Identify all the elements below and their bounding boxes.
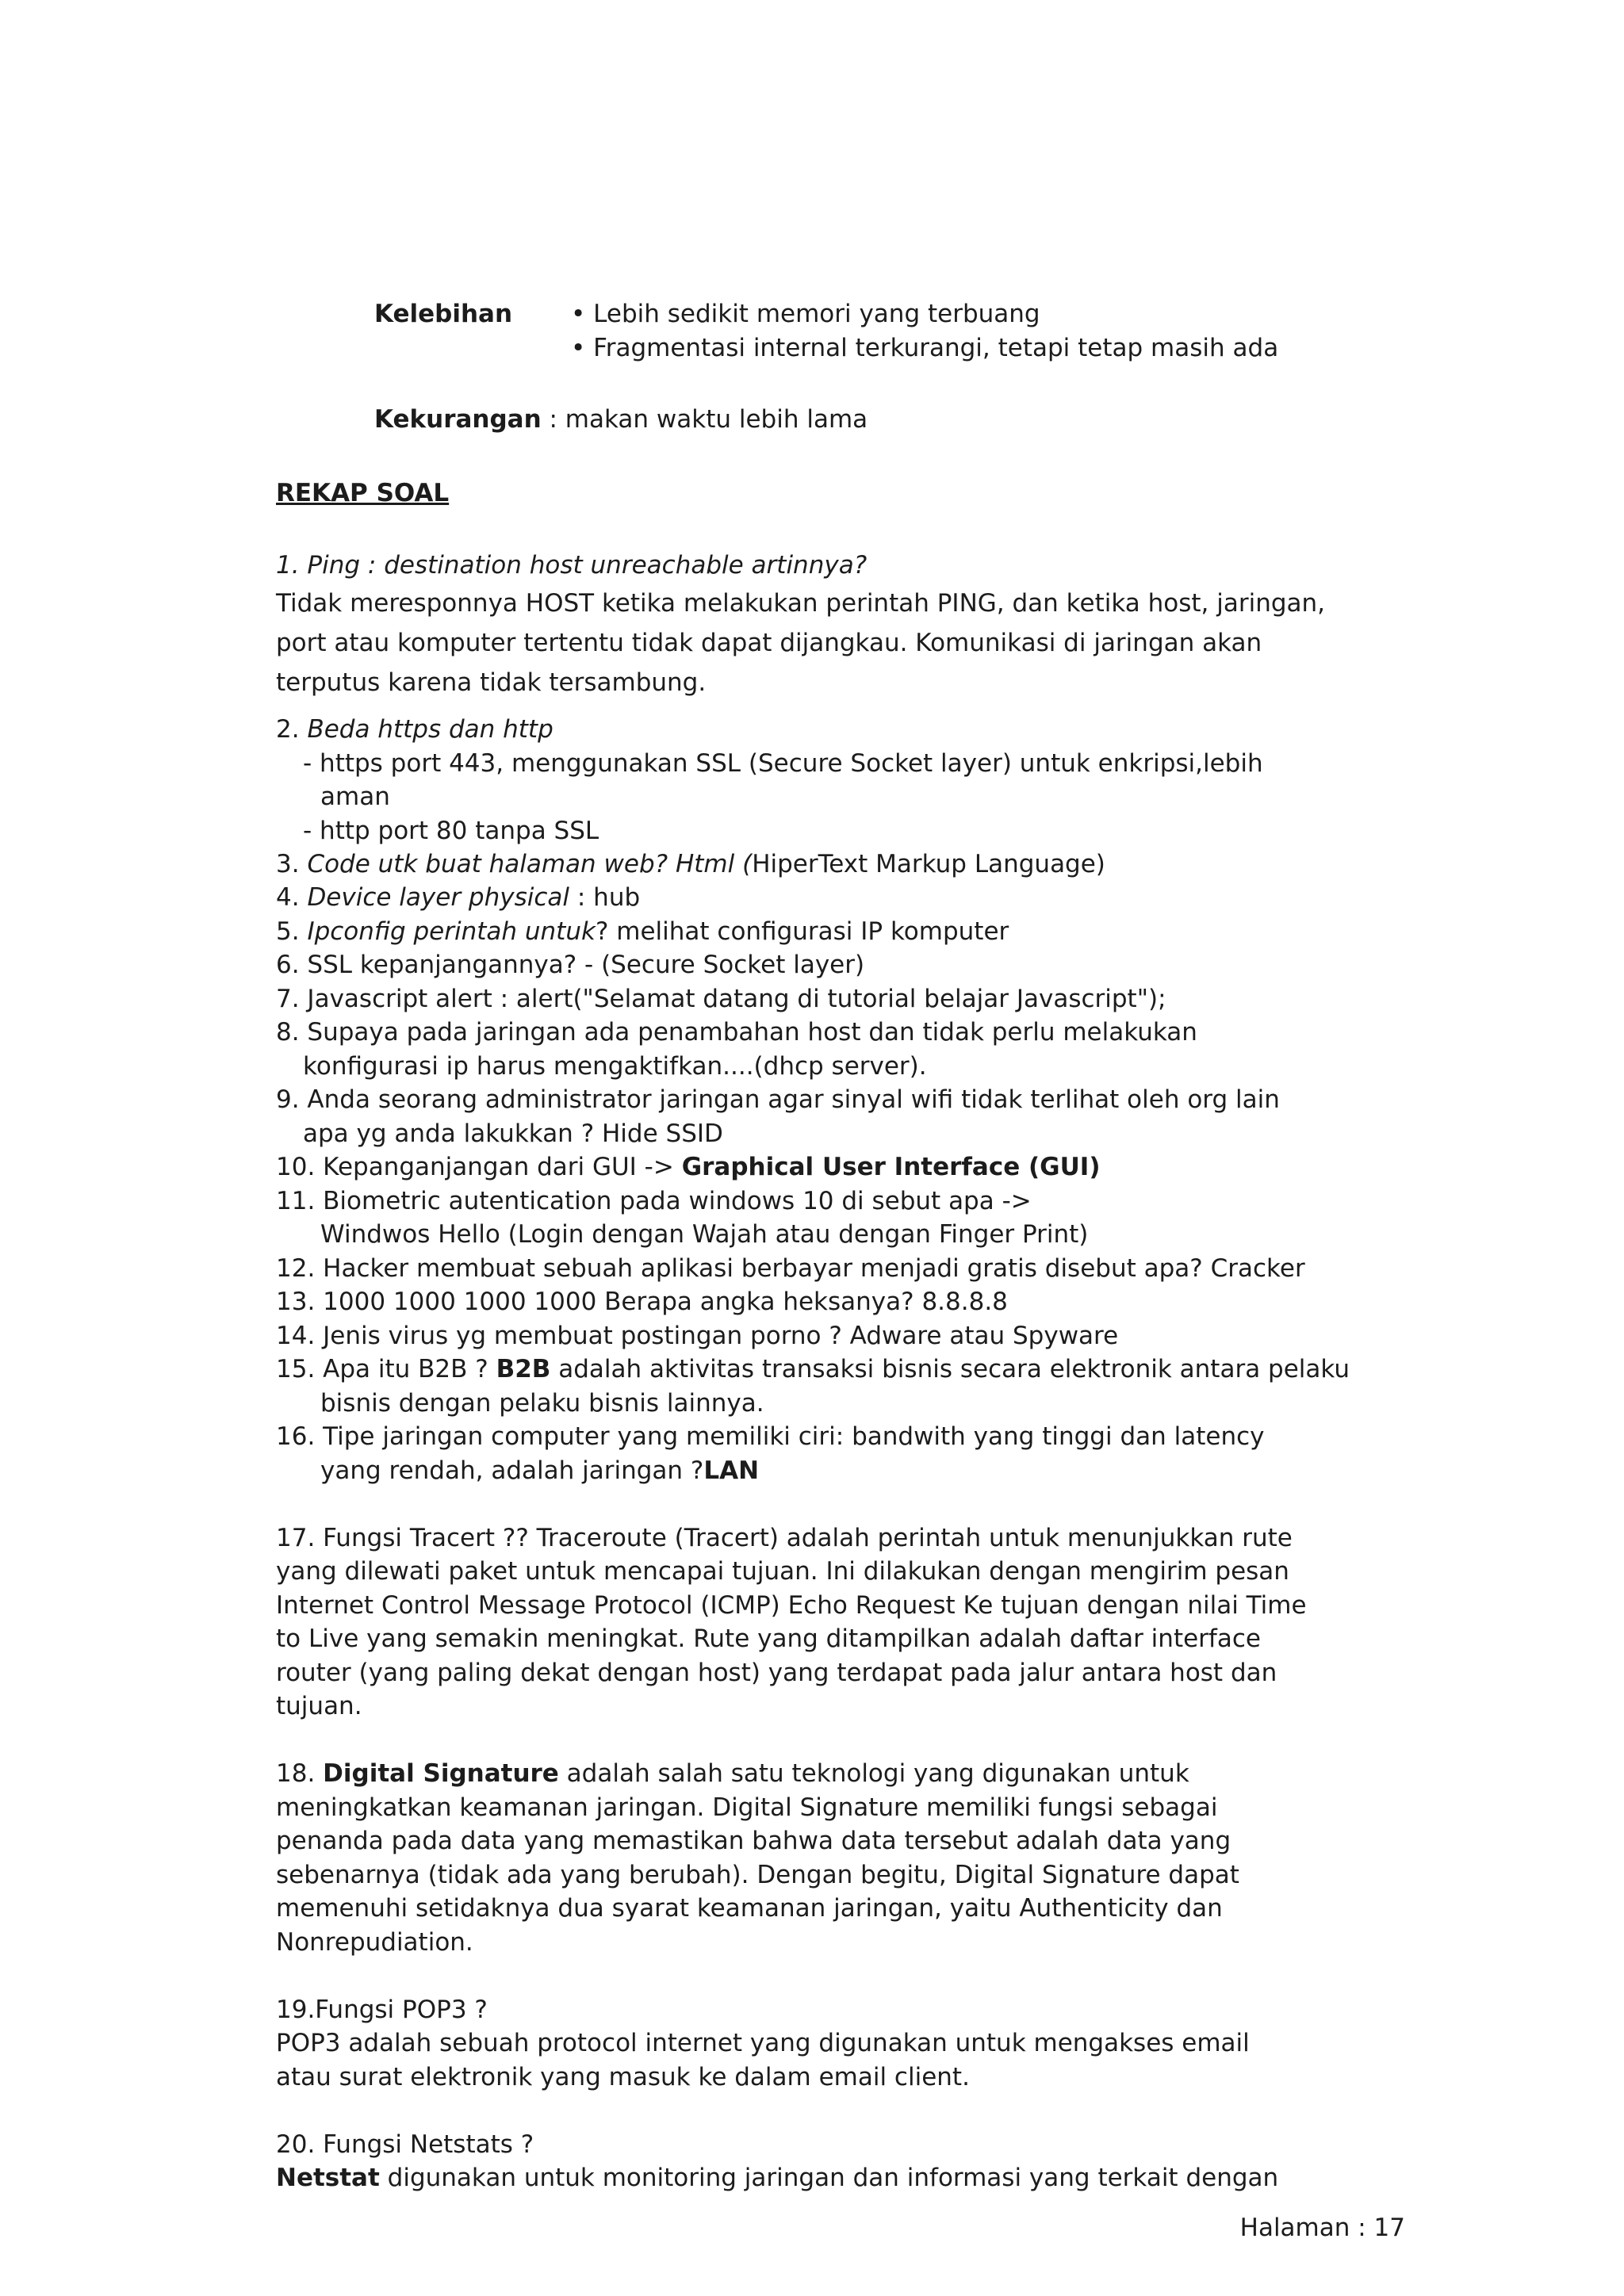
answer-18-line: Nonrepudiation. <box>276 1928 473 1957</box>
question-9-line: apa yg anda lakukkan ? Hide SSID <box>303 1119 723 1148</box>
answer-2-line: - https port 443, menggunakan SSL (Secure Socket layer) untuk enkripsi,lebih <box>303 749 1263 778</box>
answer-15: adalah aktivitas transaksi bisnis secara elektronik antara pelaku <box>550 1355 1350 1383</box>
question-6: 6. SSL kepanjangannya? - (Secure Socket layer) <box>276 951 865 979</box>
question-3-text: Code utk buat halaman web? Html ( <box>307 850 753 878</box>
answer-1-line: Tidak meresponnya HOST ketika melakukan perintah PING, dan ketika host, jaringan, <box>276 589 1326 618</box>
question-17-line: 17. Fungsi Tracert ?? Traceroute (Tracert) adalah perintah untuk menunjukkan rute <box>276 1524 1293 1552</box>
question-15-text: 15. Apa itu B2B ? <box>276 1355 496 1383</box>
question-10-text: 10. Kepanganjangan dari GUI -> <box>276 1153 682 1181</box>
question-19: 19.Fungsi POP3 ? <box>276 1996 488 2024</box>
answer-16: LAN <box>703 1456 760 1485</box>
question-4-number: 4. <box>276 883 308 912</box>
answer-18-line: penanda pada data yang memastikan bahwa data tersebut adalah data yang <box>276 1827 1231 1855</box>
kekurangan-line <box>374 405 868 434</box>
kelebihan-label: Kelebihan <box>374 300 513 328</box>
answer-19-line: atau surat elektronik yang masuk ke dalam email client. <box>276 2063 970 2091</box>
question-10 <box>276 1153 1101 1182</box>
question-5-number: 5. <box>276 917 308 946</box>
question-17-line: yang dilewati paket untuk mencapai tujuan. Ini dilakukan dengan mengirim pesan <box>276 1557 1289 1586</box>
answer-3: HiperText Markup Language) <box>752 850 1105 878</box>
answer-10: Graphical User Interface (GUI) <box>681 1153 1101 1181</box>
section-title: REKAP SOAL <box>276 479 450 507</box>
question-7: 7. Javascript alert : alert("Selamat datang di tutorial belajar Javascript"); <box>276 985 1166 1013</box>
question-17-line: to Live yang semakin meningkat. Rute yang ditampilkan adalah daftar interface <box>276 1624 1261 1653</box>
question-8-line: konfigurasi ip harus mengaktifkan....(dhcp server). <box>303 1052 927 1081</box>
answer-18-line: sebenarnya (tidak ada yang berubah). Dengan begitu, Digital Signature dapat <box>276 1861 1239 1889</box>
question-18 <box>276 1759 1189 1789</box>
question-18-text: adalah salah satu teknologi yang digunakan untuk <box>558 1759 1189 1788</box>
question-3 <box>276 850 1105 879</box>
kekurangan-text: : makan waktu lebih lama <box>541 405 868 434</box>
kelebihan-item: • Fragmentasi internal terkurangi, tetapi tetap masih ada <box>571 334 1279 362</box>
answer-4: : hub <box>569 883 641 912</box>
question-2-text: Beda https dan http <box>307 715 553 744</box>
question-5 <box>276 917 1009 947</box>
question-5-text: Ipconfig perintah untuk <box>307 917 596 946</box>
question-11-line: 11. Biometric autentication pada windows 10 di sebut apa -> <box>276 1187 1032 1215</box>
question-16-line: 16. Tipe jaringan computer yang memiliki ciri: bandwith yang tinggi dan latency <box>276 1422 1265 1451</box>
answer-2-line: - http port 80 tanpa SSL <box>303 817 599 845</box>
answer-1-line: terputus karena tidak tersambung. <box>276 668 707 697</box>
question-16-line <box>320 1456 759 1486</box>
question-4-text: Device layer physical <box>307 883 570 912</box>
question-12: 12. Hacker membuat sebuah aplikasi berbayar menjadi gratis disebut apa? Cracker <box>276 1254 1305 1283</box>
answer-18-line: meningkatkan keamanan jaringan. Digital Signature memiliki fungsi sebagai <box>276 1793 1218 1822</box>
question-14: 14. Jenis virus yg membuat postingan porno ? Adware atau Spyware <box>276 1322 1119 1350</box>
answer-15-line: bisnis dengan pelaku bisnis lainnya. <box>320 1389 764 1418</box>
answer-1-line: port atau komputer tertentu tidak dapat dijangkau. Komunikasi di jaringan akan <box>276 629 1262 657</box>
question-2-number: 2. <box>276 715 308 744</box>
question-17-line: Internet Control Message Protocol (ICMP) Echo Request Ke tujuan dengan nilai Time <box>276 1591 1307 1620</box>
question-17-line: router (yang paling dekat dengan host) yang terdapat pada jalur antara host dan <box>276 1659 1277 1687</box>
kelebihan-item: • Lebih sedikit memori yang terbuang <box>571 300 1040 328</box>
page-number: Halaman : 17 <box>1239 2214 1405 2242</box>
question-3-number: 3. <box>276 850 308 878</box>
question-16-text: yang rendah, adalah jaringan ? <box>320 1456 704 1485</box>
question-17-line: tujuan. <box>276 1692 362 1720</box>
question-8-line: 8. Supaya pada jaringan ada penambahan host dan tidak perlu melakukan <box>276 1018 1197 1047</box>
question-1: 1. Ping : destination host unreachable artinnya? <box>276 551 868 580</box>
question-11-line: Windwos Hello (Login dengan Wajah atau dengan Finger Print) <box>320 1220 1089 1249</box>
question-15 <box>276 1355 1350 1384</box>
answer-20-text: digunakan untuk monitoring jaringan dan informasi yang terkait dengan <box>379 2164 1279 2192</box>
question-9-line: 9. Anda seorang administrator jaringan agar sinyal wifi tidak terlihat oleh org lain <box>276 1085 1280 1114</box>
question-18-term: Digital Signature <box>323 1759 559 1788</box>
question-13: 13. 1000 1000 1000 1000 Berapa angka heksanya? 8.8.8.8 <box>276 1288 1008 1316</box>
answer-15-term: B2B <box>496 1355 551 1383</box>
answer-20-line <box>276 2164 1278 2193</box>
answer-5: ? melihat configurasi IP komputer <box>595 917 1009 946</box>
answer-19-line: POP3 adalah sebuah protocol internet yang digunakan untuk mengakses email <box>276 2029 1250 2057</box>
question-18-number: 18. <box>276 1759 324 1788</box>
question-4 <box>276 883 640 913</box>
answer-20-term: Netstat <box>276 2164 380 2192</box>
question-20: 20. Fungsi Netstats ? <box>276 2130 534 2159</box>
question-2 <box>276 715 553 744</box>
answer-18-line: memenuhi setidaknya dua syarat keamanan jaringan, yaitu Authenticity dan <box>276 1894 1223 1923</box>
kekurangan-label: Kekurangan <box>374 405 542 434</box>
answer-2-line: aman <box>320 783 390 811</box>
